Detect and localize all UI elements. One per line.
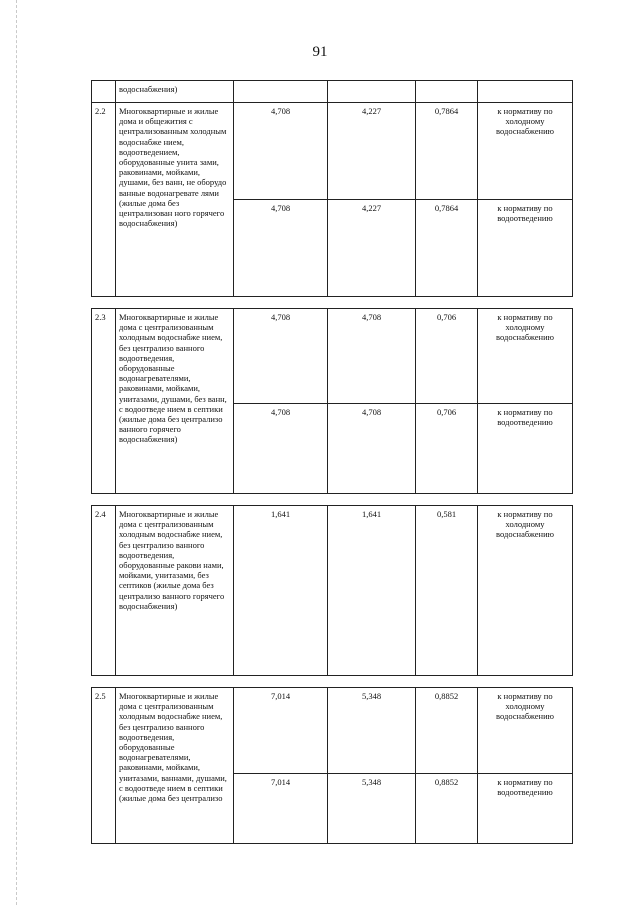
table-row	[92, 103, 573, 200]
value-cell: 5,348	[328, 688, 416, 774]
value-cell: 0,706	[416, 309, 478, 404]
table-gap	[92, 494, 573, 506]
note-cell: к нормативу по холодному водоснабжению	[478, 688, 573, 774]
value-cell: 0,8852	[416, 688, 478, 774]
value-cell: 0,581	[416, 506, 478, 676]
row-description: Многоквартирные и жилые дома с централизованным холодным водоснабже нием, без централизо ванного водоотведения, оборудованные водонагревателями, раковинами, мойками, унитазами, ваннами, душами, с водоотведе нием в септики (жилые дома без централизо	[116, 688, 234, 844]
row-number: 2.3	[92, 309, 116, 494]
value-cell: 4,708	[234, 404, 328, 494]
row-description: Многоквартирные и жилые дома с централизованным холодным водоснабже нием, без централизо ванного водоотведения, оборудованные водонагревателями, раковинами, мойками, унитазами, душами, без ванн, с водоотведе нием в септики (жилые дома без централизо ванного горячего водоснабжения)	[116, 309, 234, 494]
value-cell: 7,014	[234, 688, 328, 774]
value-cell: 4,708	[328, 404, 416, 494]
value-cell: 0,7864	[416, 103, 478, 200]
continuation-text: водоснабжения)	[116, 81, 234, 103]
value-cell: 4,227	[328, 103, 416, 200]
row-description: Многоквартирные и жилые дома с централизованным холодным водоснабже нием, без централизо ванного водоотведения, оборудованные ракови нами, мойками, унитазами, без септиков (жилые дома без централизо ванного горячего водоснабжения)	[116, 506, 234, 676]
page-number: 91	[312, 44, 328, 60]
row-number: 2.2	[92, 103, 116, 297]
table-row	[92, 688, 573, 774]
value-cell: 0,706	[416, 404, 478, 494]
note-cell: к нормативу по холодному водоснабжению	[478, 309, 573, 404]
value-cell: 4,708	[234, 103, 328, 200]
value-cell: 4,708	[234, 309, 328, 404]
note-cell: к нормативу по водоотведению	[478, 200, 573, 297]
value-cell: 4,708	[328, 309, 416, 404]
table-row-continuation	[92, 81, 573, 103]
row-number: 2.4	[92, 506, 116, 676]
value-cell: 0,8852	[416, 774, 478, 844]
table-gap	[92, 297, 573, 309]
value-cell: 5,348	[328, 774, 416, 844]
value-cell: 4,227	[328, 200, 416, 297]
table-row	[92, 309, 573, 404]
row-number: 2.5	[92, 688, 116, 844]
value-cell: 4,708	[234, 200, 328, 297]
scan-edge-line	[16, 0, 17, 905]
norms-table	[91, 80, 573, 844]
note-cell: к нормативу по водоотведению	[478, 774, 573, 844]
note-cell: к нормативу по холодному водоснабжению	[478, 506, 573, 676]
value-cell: 1,641	[234, 506, 328, 676]
note-cell: к нормативу по водоотведению	[478, 404, 573, 494]
note-cell: к нормативу по холодному водоснабжению	[478, 103, 573, 200]
value-cell: 0,7864	[416, 200, 478, 297]
table-gap	[92, 676, 573, 688]
table-row	[92, 506, 573, 676]
value-cell: 7,014	[234, 774, 328, 844]
value-cell: 1,641	[328, 506, 416, 676]
row-description: Многоквартирные и жилые дома и общежития с централизованным холодным водоснабже нием, водоотведением, оборудованные унита зами, раковинами, мойками, душами, без ванн, не оборудо ванные водонагревате лями (жилые дома без централизован ного горячего водоснабжения)	[116, 103, 234, 297]
